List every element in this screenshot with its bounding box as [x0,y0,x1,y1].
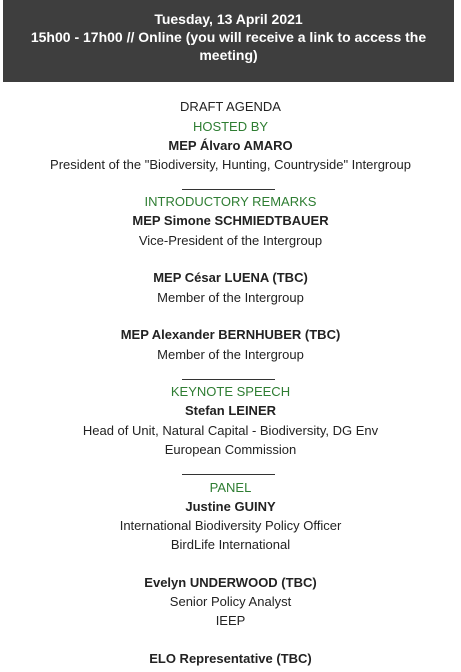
event-date: Tuesday, 13 April 2021 [154,11,303,27]
draft-agenda-label: DRAFT AGENDA [180,99,281,114]
keynote-speaker-role: Head of Unit, Natural Capital - Biodiversity, DG Env [82,423,379,438]
panelist-name: Justine GUINY [185,499,276,514]
panelist-role: International Biodiversity Policy Officer [119,518,342,533]
speaker-role: Vice-President of the Intergroup [138,233,323,248]
host-name: MEP Álvaro AMARO [168,138,293,153]
event-time-location: 15h00 - 17h00 // Online (you will receive a link to access the [30,29,427,45]
host-role: President of the "Biodiversity, Hunting, Countryside" Intergroup [50,157,411,172]
keynote-speech-heading: KEYNOTE SPEECH [170,384,291,399]
panelist-name: ELO Representative (TBC) [149,651,312,666]
introductory-remarks-heading: INTRODUCTORY REMARKS [144,194,317,209]
event-time-location-cont: meeting) [199,47,258,63]
speaker-name: MEP César LUENA (TBC) [153,270,308,285]
panel-heading: PANEL [209,480,252,495]
speaker-role: Member of the Intergroup [157,347,304,362]
section-divider [182,189,275,190]
event-banner [3,0,454,82]
panelist-org: BirdLife International [170,537,291,552]
section-divider [182,379,275,380]
panelist-name: Evelyn UNDERWOOD (TBC) [144,575,317,590]
speaker-role: Member of the Intergroup [157,290,304,305]
panelist-role: Senior Policy Analyst [169,594,292,609]
section-divider [182,474,275,475]
hosted-by-heading: HOSTED BY [192,119,269,134]
panelist-org: IEEP [215,613,246,628]
speaker-name: MEP Alexander BERNHUBER (TBC) [120,327,341,342]
keynote-speaker-org: European Commission [164,442,297,457]
speaker-name: MEP Simone SCHMIEDTBAUER [132,213,329,228]
keynote-speaker-name: Stefan LEINER [184,403,276,418]
